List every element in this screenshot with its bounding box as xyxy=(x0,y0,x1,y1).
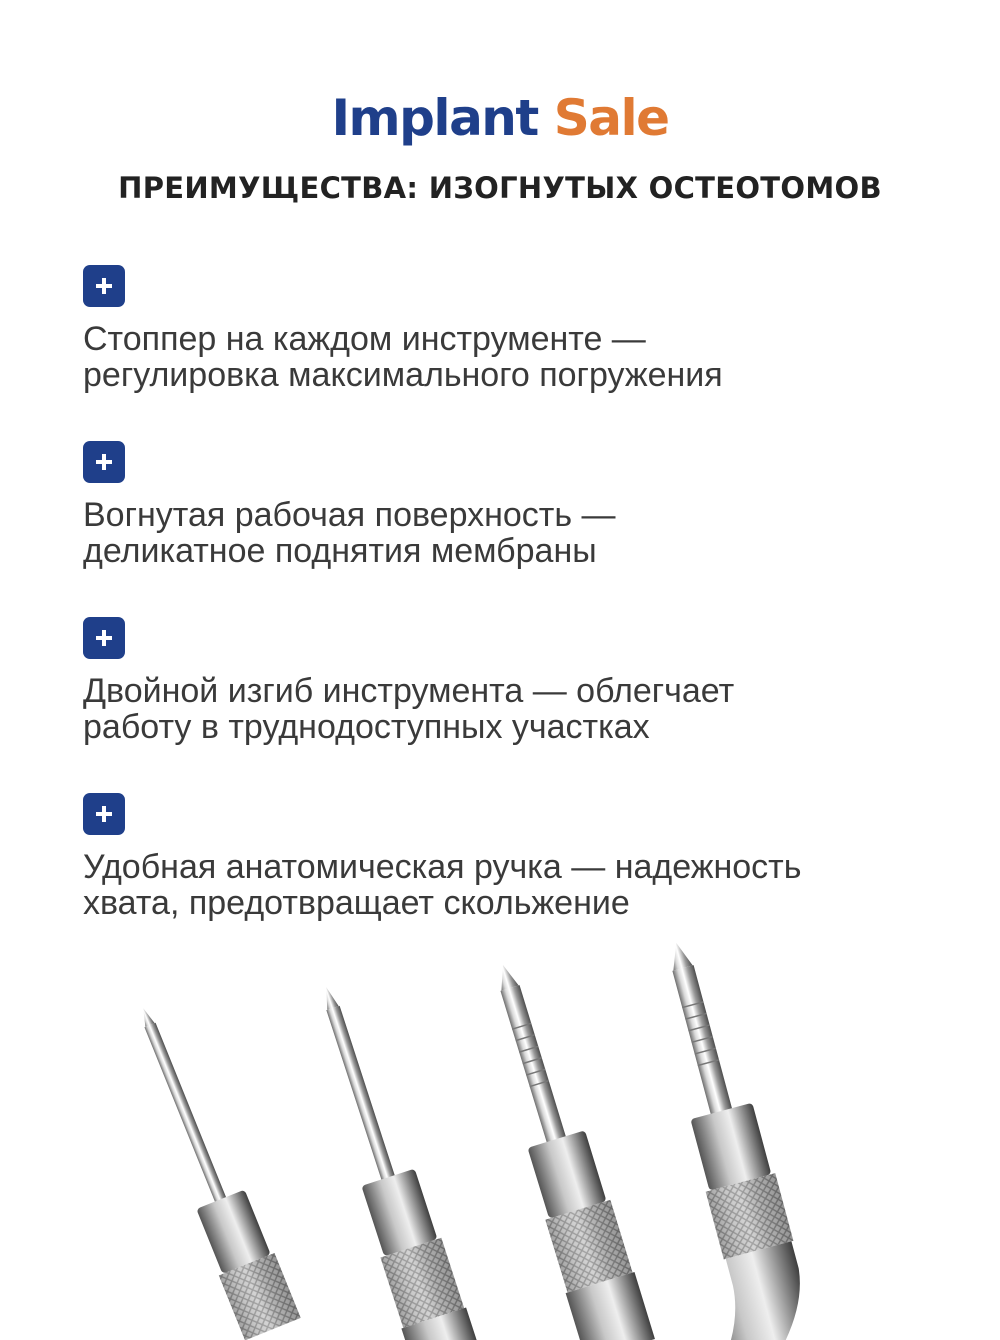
feature-item xyxy=(83,793,963,921)
plus-icon xyxy=(83,617,125,659)
osteotome-1 xyxy=(115,997,300,1340)
osteotome-product-image xyxy=(0,940,1000,1340)
feature-text: Двойной изгиб инструмента — облегчает работу в труднодоступных участках xyxy=(83,672,735,746)
brand-name-part2: Sale xyxy=(553,89,669,147)
plus-icon xyxy=(83,441,125,483)
brand-logo xyxy=(0,86,1000,150)
plus-icon xyxy=(83,793,125,835)
feature-text: Вогнутая рабочая поверхность — деликатное поднятия мембраны xyxy=(83,496,616,570)
feature-item xyxy=(83,441,963,569)
plus-icon xyxy=(83,265,125,307)
osteotome-3 xyxy=(469,955,655,1340)
feature-item xyxy=(83,265,963,393)
feature-text: Удобная анатомическая ручка — надежность хвата, предотвращает скольжение xyxy=(83,848,802,922)
page-title: ПРЕИМУЩЕСТВА: ИЗОГНУТЫХ ОСТЕОТОМОВ xyxy=(118,171,882,205)
osteotome-4 xyxy=(609,940,822,1340)
feature-item xyxy=(83,617,963,745)
osteotome-2 xyxy=(294,977,485,1340)
brand-name-part1: Implant xyxy=(331,89,538,147)
feature-text: Стоппер на каждом инструменте — регулировка максимального погружения xyxy=(83,320,723,394)
